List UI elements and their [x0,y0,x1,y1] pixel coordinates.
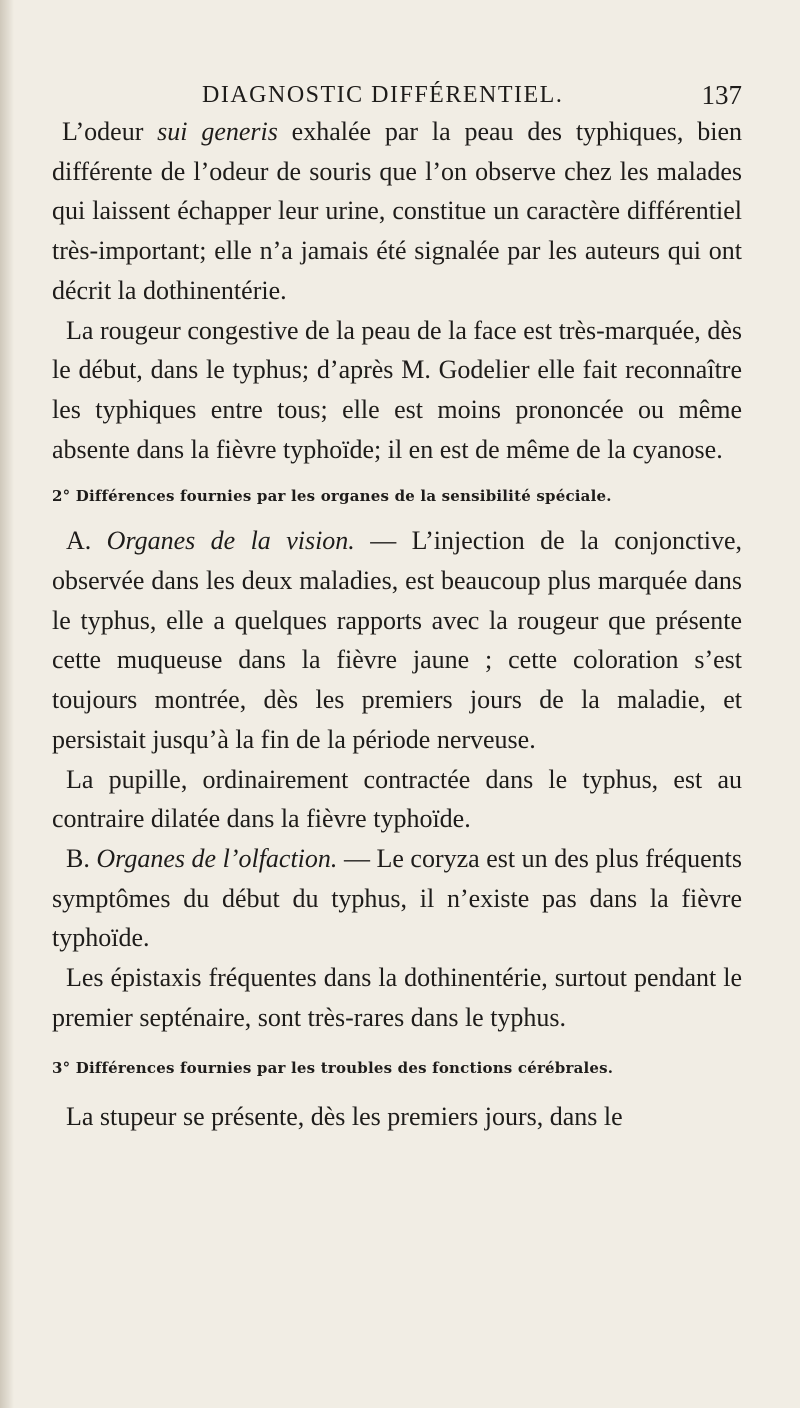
paragraph-stupeur: La stupeur se présente, dès les premiers jours, dans le [66,1102,623,1132]
paragraph-epistaxis: Les épistaxis fréquentes dans la dothinentérie, surtout pendant le premier septénaire, sont très-rares dans le typhus. [52,963,742,1032]
vision-label: A. [66,526,107,556]
olfaction-label: B. [66,843,97,873]
page-content [52,60,742,1137]
section-heading-cerebrales: 3° Différences fournies par les troubles des fonctions cérébrales. [52,1059,614,1078]
olfaction-title: Organes de l’olfaction. [96,843,338,873]
paragraph-odeur [52,112,742,311]
section-heading-sensibilite: 2° Différences fournies par les organes de la sensibilité spéciale. [52,487,612,506]
paragraph-rougeur: La rougeur congestive de la peau de la face est très-marquée, dès le début, dans le typhus; d’après M. Godelier elle fait reconnaître les typhiques entre tous; elle est moins prononcée ou même absente dans la fièvre typhoïde; il en est de même de la cyanose. [52,315,742,464]
paragraph-odeur-start: L’odeur [62,117,158,146]
vision-title: Organes de la vision. [106,526,355,556]
page-binding-edge [0,0,14,1408]
paragraph-pupille: La pupille, ordinairement contractée dans le typhus, est au contraire dilatée dans la fièvre typhoïde. [52,764,742,834]
olfaction-text: — Le coryza est un des plus fréquents symptômes du début du typhus, il n’existe pas dans la fièvre typhoïde. [52,843,742,953]
running-title: DIAGNOSTIC DIFFÉRENTIEL. [202,82,564,108]
vision-text: — L’injection de la conjonctive, observée dans les deux maladies, est beaucoup plus marquée dans le typhus, elle a quelques rapports avec la rougeur que présente cette muqueuse dans la fièvre jaune ; cette coloration s’est toujours montrée, dès les premiers jours de la maladie, et persistait jusqu’à la fin de la période nerveuse. [52,526,742,754]
running-head [52,60,742,112]
paragraph-odeur-rest: exhalée par la peau des typhiques, bien différente de l’odeur de souris que l’on observe chez les malades qui laissent échapper leur urine, constitue un caractère différentiel très-important; elle n’a jamais été signalée par les auteurs qui ont décrit la dothinentérie. [52,117,743,305]
sui-generis-italic: sui generis [157,117,278,146]
paragraph-olfaction [52,839,742,958]
page-number: 137 [701,80,742,110]
paragraph-vision [52,521,742,759]
